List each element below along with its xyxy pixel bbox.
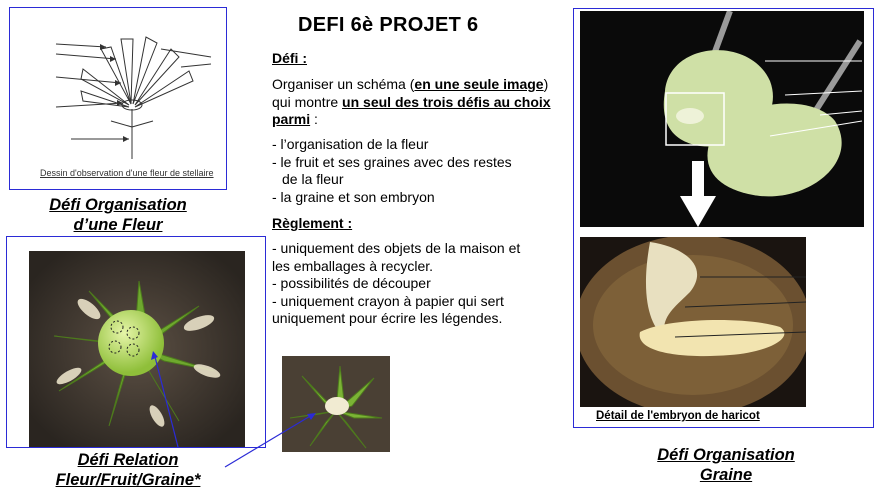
reglement-heading: Règlement :: [272, 215, 353, 231]
flower-drawing-frame: [9, 7, 227, 190]
intro-mid: ) qui montre: [272, 76, 549, 110]
relation-title-line2: Fleur/Fruit/Graine*: [55, 471, 201, 489]
defi-option: - l’organisation de la fleur: [272, 136, 429, 152]
flower-title-line2: d’une Fleur: [73, 216, 163, 234]
reglement-list: [272, 240, 572, 328]
intro-bold1: en une seule image: [414, 76, 544, 92]
rule-item: uniquement pour écrire les légendes.: [272, 310, 503, 326]
flower-title-line1: Défi Organisation: [49, 196, 187, 214]
bean-photo: [580, 11, 864, 227]
embryo-photo: [580, 237, 806, 407]
embryo-caption: Détail de l'embryon de haricot: [596, 410, 760, 422]
intro-bold2: un seul des trois défis au choix parmi: [272, 93, 551, 127]
flower-challenge-title: [18, 195, 218, 235]
rule-item: - possibilités de découper: [272, 275, 431, 291]
intro-end: :: [310, 111, 318, 127]
flower-drawing-image: [11, 9, 227, 169]
flower-drawing-caption: Dessin d'observation d'une fleur de stellaire: [40, 168, 214, 178]
seed-frame: [573, 8, 874, 428]
rule-item: - uniquement crayon à papier qui sert: [272, 292, 504, 309]
page-title: DEFI 6è PROJET 6: [298, 14, 479, 36]
fruit-photo: [29, 251, 245, 447]
seed-title-line2: Graine: [699, 466, 753, 484]
defi-options-list: [272, 136, 562, 206]
connector-arrow: [220, 405, 340, 475]
seed-challenge-title: [626, 445, 826, 485]
defi-intro: [272, 76, 562, 129]
rule-item: les emballages à recycler.: [272, 257, 434, 274]
defi-option: - la graine et son embryon: [272, 188, 435, 205]
relation-challenge-title: [8, 450, 248, 490]
defi-option: de la fleur: [282, 171, 344, 187]
intro-start: Organiser un schéma (: [272, 76, 415, 92]
defi-heading: Défi :: [272, 50, 307, 66]
rule-item: - uniquement des objets de la maison et: [272, 240, 521, 256]
seed-title-line1: Défi Organisation: [657, 446, 795, 464]
relation-title-line1: Défi Relation: [77, 451, 179, 469]
defi-option: - le fruit et ses graines avec des restes: [272, 153, 512, 170]
